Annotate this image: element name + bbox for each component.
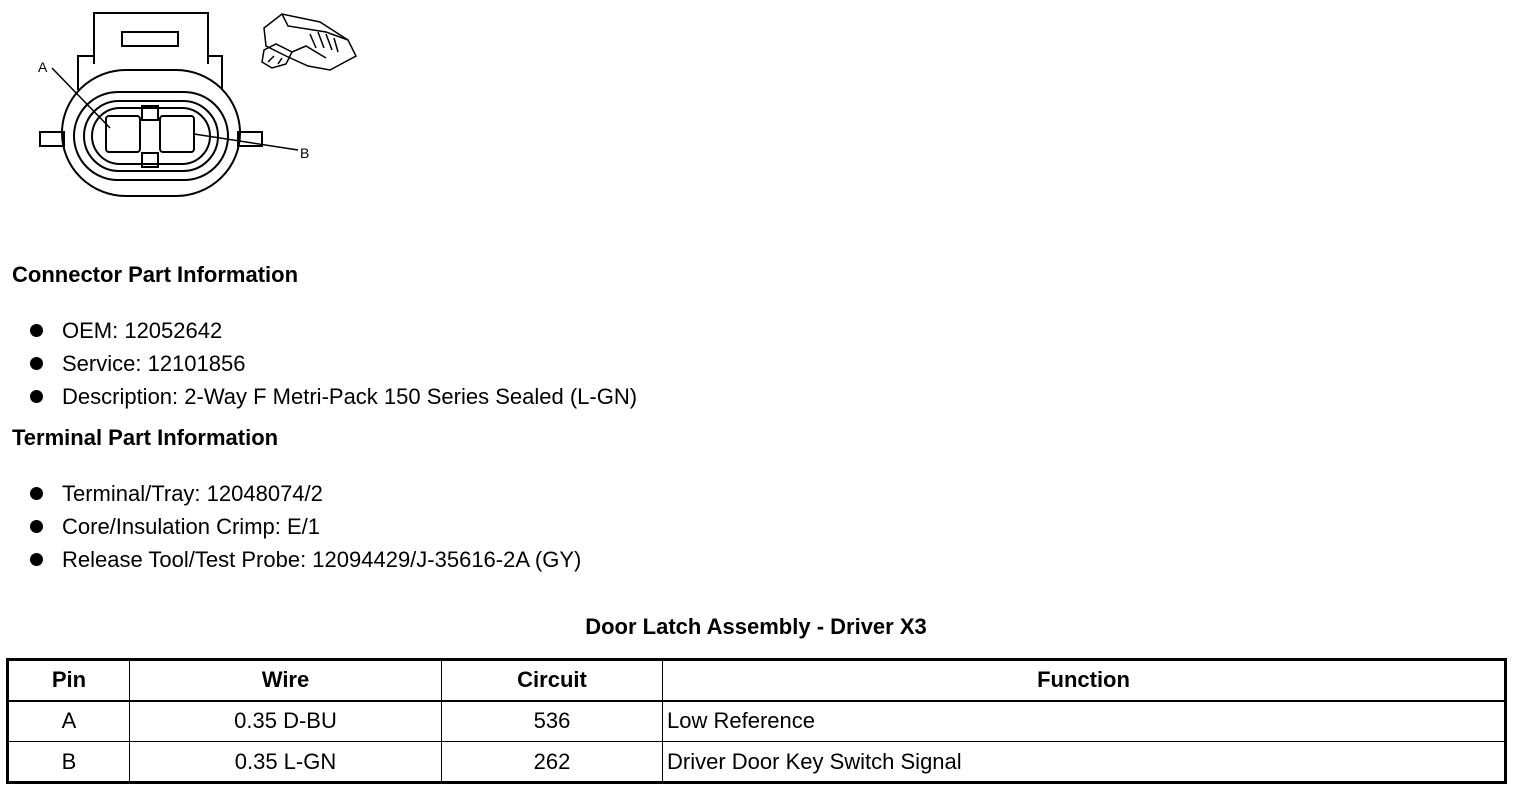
outer-shell <box>62 70 240 196</box>
connector-face-diagram <box>30 8 370 208</box>
table-row <box>8 701 1506 742</box>
column-header-function: Function <box>663 660 1506 701</box>
leader-line-a <box>52 68 110 128</box>
cell-circuit: 262 <box>442 742 663 783</box>
terminal-info-list <box>28 477 581 576</box>
column-header-circuit: Circuit <box>442 660 663 701</box>
list-item: Release Tool/Test Probe: 12094429/J-35616-2A (GY) <box>28 543 581 576</box>
terminal-cavity-a <box>106 116 140 152</box>
list-item: Terminal/Tray: 12048074/2 <box>28 477 581 510</box>
table-title: Door Latch Assembly - Driver X3 <box>585 614 927 639</box>
pin-label-b: B <box>300 145 310 161</box>
bullet-icon <box>30 553 43 566</box>
pinout-table <box>6 658 1507 784</box>
column-header-pin: Pin <box>8 660 130 701</box>
cell-circuit: 536 <box>442 701 663 742</box>
connector-info-heading: Connector Part Information <box>12 262 299 287</box>
bullet-icon <box>30 357 43 370</box>
connector-info-list <box>28 314 637 413</box>
pin-label-a: A <box>38 59 48 75</box>
terminal-cavity-b <box>160 116 194 152</box>
list-item: Description: 2-Way F Metri-Pack 150 Series Sealed (L-GN) <box>28 380 637 413</box>
bullet-icon <box>30 390 43 403</box>
inner-ring <box>84 101 218 171</box>
cell-wire: 0.35 D-BU <box>130 701 442 742</box>
cell-function: Driver Door Key Switch Signal <box>663 742 1506 783</box>
latch-window <box>122 32 178 46</box>
cell-pin: A <box>8 701 130 742</box>
cell-pin: B <box>8 742 130 783</box>
list-item: Service: 12101856 <box>28 347 637 380</box>
column-header-wire: Wire <box>130 660 442 701</box>
connector-latch <box>94 13 208 64</box>
list-item: Core/Insulation Crimp: E/1 <box>28 510 581 543</box>
list-item: OEM: 12052642 <box>28 314 637 347</box>
side-tab-left <box>40 132 64 146</box>
table-row <box>8 742 1506 783</box>
bullet-icon <box>30 487 43 500</box>
connector-isometric-view <box>262 14 356 70</box>
cell-function: Low Reference <box>663 701 1506 742</box>
bullet-icon <box>30 520 43 533</box>
cell-wire: 0.35 L-GN <box>130 742 442 783</box>
table-header-row <box>8 660 1506 701</box>
bullet-icon <box>30 324 43 337</box>
terminal-info-heading: Terminal Part Information <box>12 425 279 450</box>
